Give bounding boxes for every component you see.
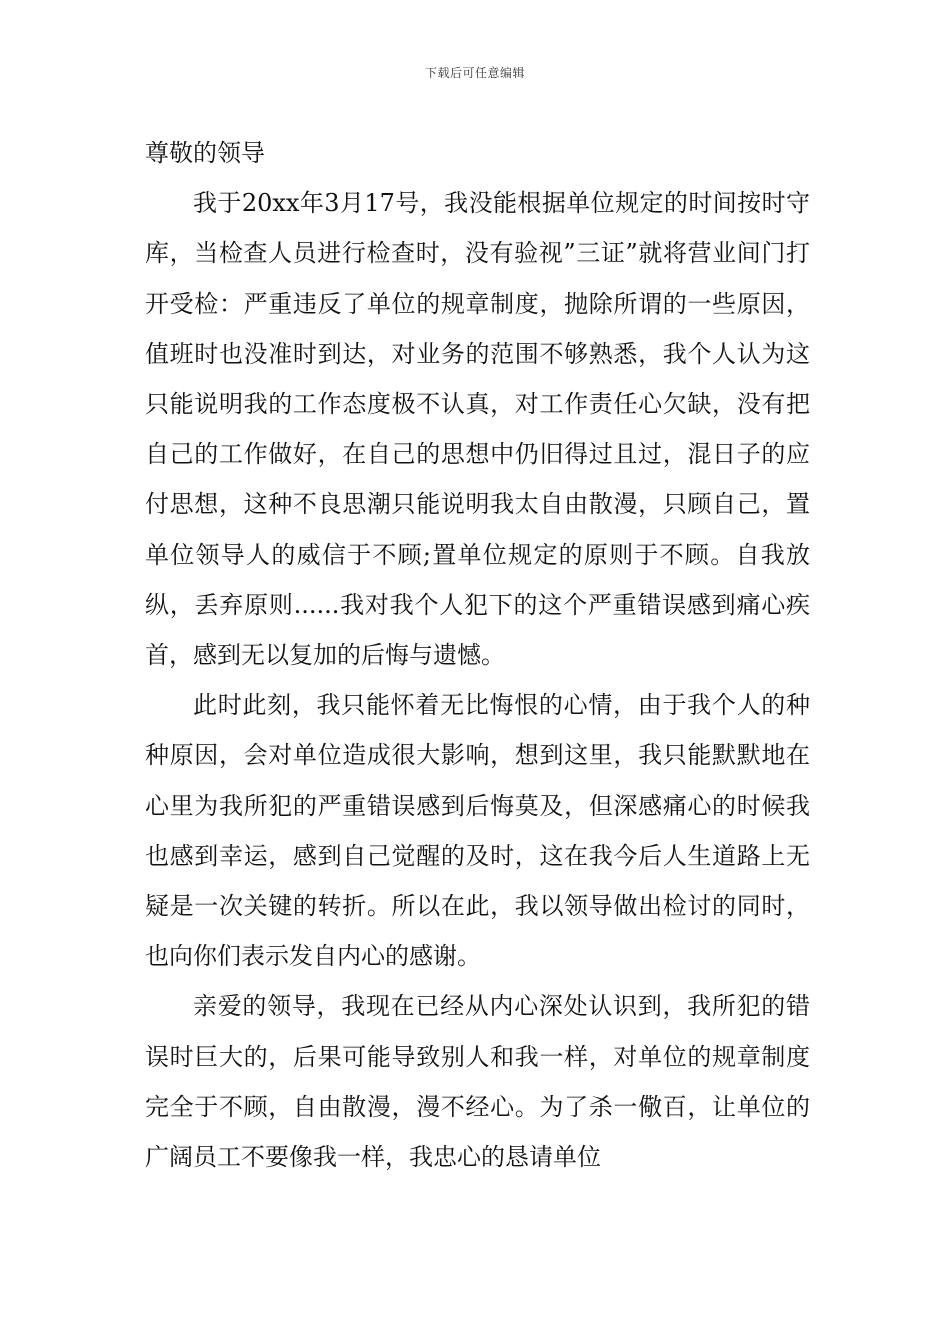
paragraph-3: 亲爱的领导，我现在已经从内心深处认识到，我所犯的错误时巨大的，后果可能导致别人和我一样，对单位的规章制度完全于不顾，自由散漫，漫不经心。为了杀一儆百，让单位的广阔员工不要像我一样，我忠心的恳请单位: [145, 992, 810, 1172]
paragraph-2: 此时此刻，我只能怀着无比悔恨的心情，由于我个人的种种原因，会对单位造成很大影响，想到这里，我只能默默地在心里为我所犯的严重错误感到后悔莫及，但深感痛心的时候我也感到幸运，感到自己觉醒的及时，这在我今后人生道路上无疑是一次关键的转折。所以在此，我以领导做出检讨的同时，也向你们表示发自内心的感谢。: [145, 691, 810, 971]
header-note: 下载后可任意编辑: [424, 66, 525, 80]
salutation: 尊敬的领导: [145, 139, 265, 167]
letter-body: [145, 128, 810, 1182]
paragraph-1: 我于20xx年3月17号，我没能根据单位规定的时间按时守库，当检查人员进行检查时，没有验视”三证”就将营业间门打开受检：严重违反了单位的规章制度，抛除所谓的一些原因，值班时也没准时到达，对业务的范围不够熟悉，我个人认为这只能说明我的工作态度极不认真，对工作责任心欠缺，没有把自己的工作做好，在自己的思想中仍旧得过且过，混日子的应付思想，这种不良思潮只能说明我太自由散漫，只顾自己，置单位领导人的威信于不顾;置单位规定的原则于不顾。自我放纵，丢弃原则......我对我个人犯下的这个严重错误感到痛心疾首，感到无以复加的后悔与遗憾。: [145, 189, 810, 670]
